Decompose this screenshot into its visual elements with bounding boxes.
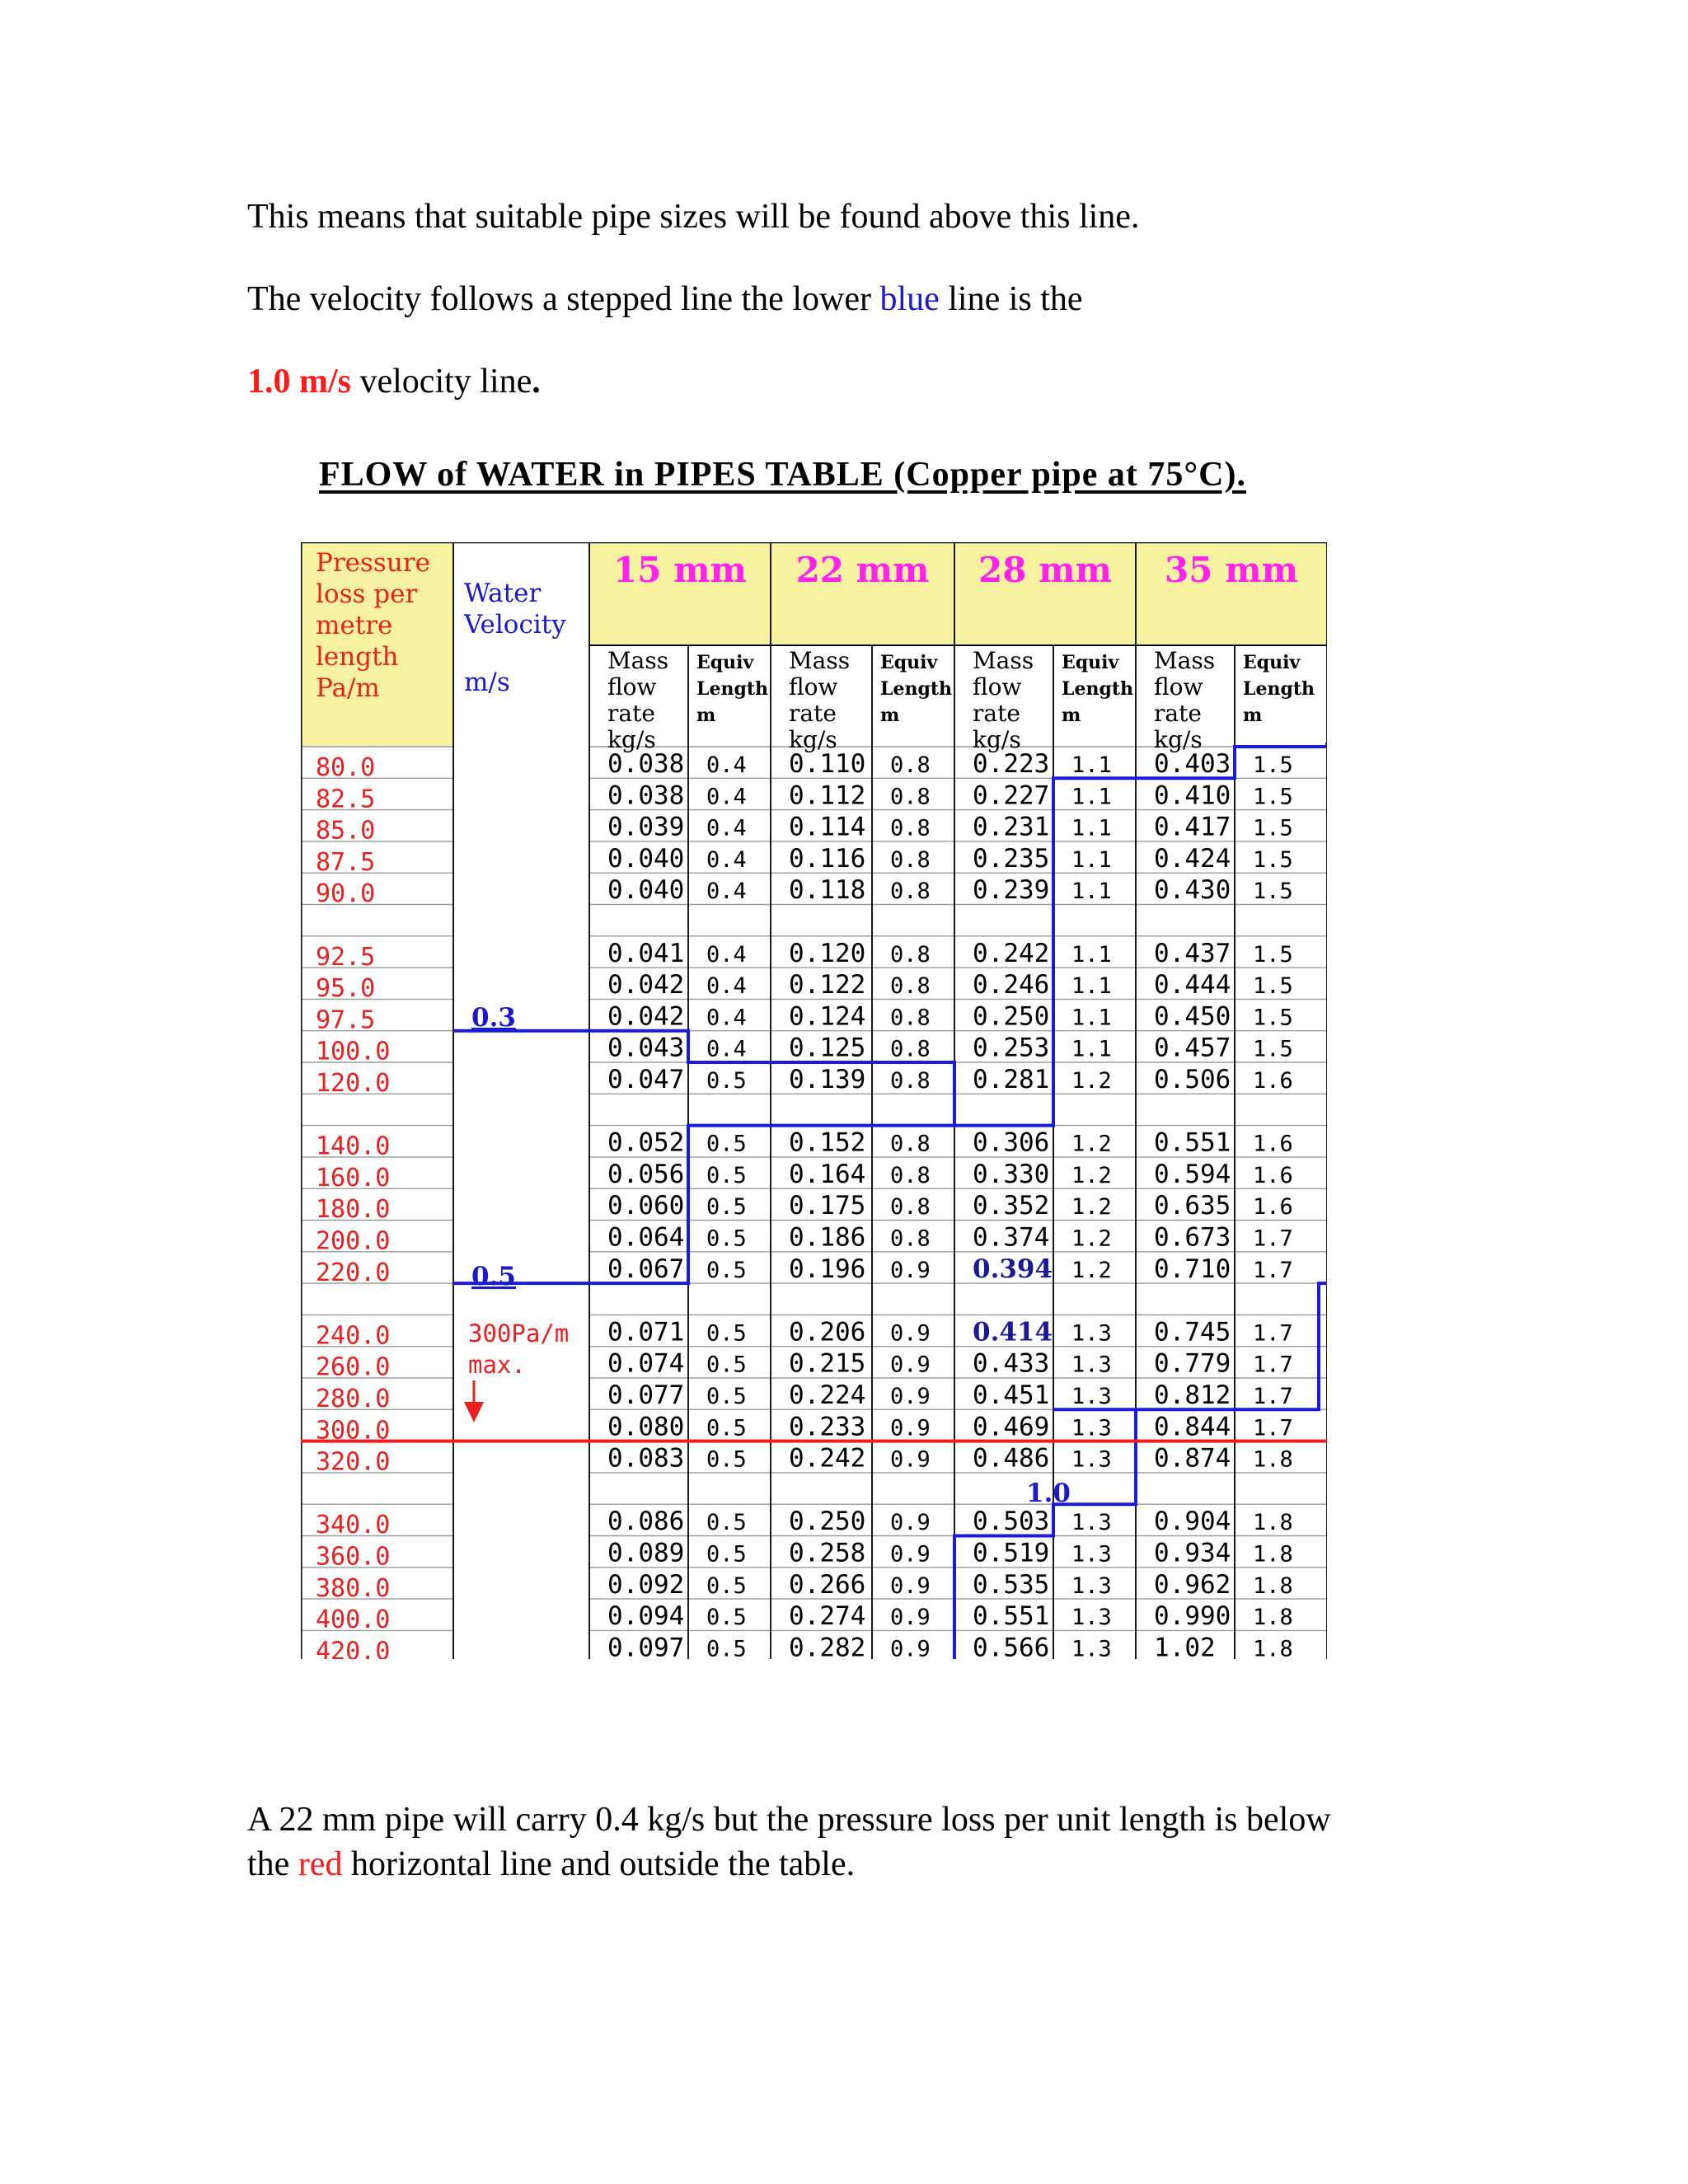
pipe-size-title: 22 mm — [795, 550, 930, 590]
cell-value: 0.242 — [789, 1443, 866, 1474]
cell-value: 0.246 — [973, 970, 1050, 1001]
cell-value: 0.330 — [973, 1159, 1050, 1189]
flow-of-water-table — [301, 542, 1327, 1659]
pressure-value: 95.0 — [316, 974, 376, 1004]
cell-value: 0.281 — [973, 1065, 1050, 1094]
mass-flow-header: flow — [789, 673, 838, 701]
cell-value: 0.4 — [706, 1005, 747, 1031]
cell-value: 0.904 — [1154, 1507, 1231, 1537]
cell-value: 1.1 — [1071, 1036, 1112, 1062]
cell-value: 0.417 — [1154, 812, 1231, 842]
cell-value: 0.673 — [1154, 1222, 1231, 1253]
cell-value: 1.6 — [1253, 1194, 1293, 1221]
velocity-unit: m/s — [464, 668, 510, 697]
velocity-label-1-0: 1.0 — [1026, 1479, 1071, 1508]
mass-flow-header: flow — [607, 673, 657, 701]
cell-value: 1.1 — [1071, 941, 1112, 968]
cell-value: 0.043 — [607, 1033, 685, 1063]
cell-value: 0.041 — [607, 938, 685, 968]
cell-value: 0.152 — [789, 1127, 866, 1158]
cell-value: 1.5 — [1253, 1036, 1293, 1062]
equiv-length-header: m — [696, 705, 716, 726]
mass-flow-header: kg/s — [1154, 726, 1203, 753]
cell-value: 0.551 — [973, 1601, 1050, 1632]
cell-value: 1.2 — [1071, 1068, 1112, 1094]
cell-value: 0.450 — [1154, 1001, 1231, 1032]
pressure-value: 160.0 — [316, 1163, 391, 1193]
cell-value: 0.047 — [607, 1065, 685, 1094]
cell-value: 0.710 — [1154, 1254, 1231, 1284]
cell-value: 0.9 — [890, 1320, 931, 1347]
cell-value: 0.5 — [706, 1384, 747, 1409]
max-arrow-head — [464, 1402, 484, 1422]
velocity-value: 1.0 m/s — [247, 363, 351, 401]
equiv-length-header: m — [1062, 705, 1081, 726]
cell-value: 0.990 — [1154, 1601, 1231, 1632]
equiv-length-header: Length — [696, 678, 769, 700]
cell-value: 0.5 — [706, 1636, 747, 1659]
cell-value: 1.8 — [1253, 1605, 1293, 1631]
cell-value: 0.118 — [789, 875, 866, 906]
cell-value: 0.4 — [706, 879, 747, 905]
cell-value: 1.3 — [1071, 1605, 1112, 1631]
cell-value: 0.8 — [890, 1131, 931, 1157]
cell-value: 0.394 — [973, 1254, 1053, 1284]
cell-value: 0.282 — [789, 1633, 866, 1659]
cell-value: 0.424 — [1154, 843, 1231, 874]
equiv-length-header: m — [880, 705, 900, 726]
cell-value: 0.9 — [890, 1352, 931, 1378]
cell-value: 0.486 — [973, 1443, 1050, 1474]
cell-value: 0.060 — [607, 1191, 685, 1221]
cell-value: 1.7 — [1253, 1415, 1293, 1441]
pressure-value: 140.0 — [316, 1132, 391, 1161]
cell-value: 0.4 — [706, 973, 747, 1000]
cell-value: 0.224 — [789, 1380, 866, 1410]
mass-flow-header: rate — [1154, 700, 1202, 727]
cell-value: 1.3 — [1071, 1541, 1112, 1568]
cell-value: 0.8 — [890, 973, 931, 1000]
cell-value: 0.124 — [789, 1001, 866, 1032]
cell-value: 1.3 — [1071, 1415, 1112, 1441]
equiv-length-header: Length — [880, 678, 953, 700]
mass-flow-header: Mass — [973, 647, 1034, 674]
cell-value: 0.086 — [607, 1507, 685, 1537]
equiv-length-header: Equiv — [696, 652, 754, 673]
cell-value: 0.8 — [890, 815, 931, 841]
cell-value: 0.5 — [706, 1415, 747, 1441]
cell-value: 0.250 — [789, 1507, 866, 1537]
cell-value: 1.5 — [1253, 815, 1293, 841]
cell-value: 0.186 — [789, 1222, 866, 1253]
cell-value: 1.5 — [1253, 941, 1293, 968]
cell-value: 1.1 — [1071, 1005, 1112, 1031]
cell-value: 1.2 — [1071, 1257, 1112, 1283]
cell-value: 0.042 — [607, 970, 685, 1001]
cell-value: 1.7 — [1253, 1257, 1293, 1283]
cell-value: 0.040 — [607, 875, 685, 906]
cell-value: 0.8 — [890, 941, 931, 968]
outro-line-2: the red horizontal line and outside the table. — [247, 1845, 856, 1883]
pressure-value: 320.0 — [316, 1447, 391, 1477]
cell-value: 0.410 — [1154, 780, 1231, 811]
cell-value: 0.258 — [789, 1538, 866, 1568]
equiv-length-header: m — [1243, 705, 1263, 726]
cell-value: 0.250 — [973, 1001, 1050, 1032]
pressure-value: 240.0 — [316, 1321, 391, 1351]
cell-value: 0.5 — [706, 1162, 747, 1188]
pressure-value: 260.0 — [316, 1352, 391, 1382]
cell-value: 0.8 — [890, 1194, 931, 1221]
cell-value: 0.9 — [890, 1605, 931, 1631]
cell-value: 0.122 — [789, 970, 866, 1001]
pressure-value: 97.5 — [316, 1005, 376, 1035]
cell-value: 1.1 — [1071, 784, 1112, 810]
intro-line-1: This means that suitable pipe sizes will be found above this line. — [247, 198, 1140, 236]
cell-value: 0.5 — [706, 1446, 747, 1473]
cell-value: 0.5 — [706, 1131, 747, 1157]
cell-value: 0.114 — [789, 812, 866, 842]
cell-value: 1.3 — [1071, 1384, 1112, 1409]
cell-value: 0.233 — [789, 1412, 866, 1442]
cell-value: 1.7 — [1253, 1352, 1293, 1378]
pressure-value: 360.0 — [316, 1542, 391, 1572]
cell-value: 0.223 — [973, 749, 1050, 779]
pressure-value: 200.0 — [316, 1226, 391, 1256]
mass-flow-header: flow — [973, 673, 1022, 701]
pressure-header-text: loss per — [316, 579, 418, 609]
pressure-header-text: metre — [316, 611, 393, 640]
cell-value: 1.7 — [1253, 1384, 1293, 1409]
cell-value: 1.5 — [1253, 879, 1293, 905]
pressure-value: 380.0 — [316, 1573, 391, 1603]
cell-value: 0.433 — [973, 1348, 1050, 1379]
mass-flow-header: Mass — [789, 647, 851, 674]
intro-line-2: The velocity follows a stepped line the lower blue line is the — [247, 280, 1083, 318]
cell-value: 0.5 — [706, 1320, 747, 1347]
cell-value: 0.4 — [706, 752, 747, 778]
cell-value: 0.253 — [973, 1033, 1050, 1063]
cell-value: 0.457 — [1154, 1033, 1231, 1063]
max-note: max. — [468, 1351, 526, 1379]
cell-value: 0.5 — [706, 1352, 747, 1378]
velocity-line-0-5-left — [453, 1126, 954, 1284]
cell-value: 1.2 — [1071, 1162, 1112, 1188]
cell-value: 0.067 — [607, 1254, 685, 1284]
pressure-header-text: Pa/m — [316, 673, 380, 703]
cell-value: 0.120 — [789, 938, 866, 968]
cell-value: 0.874 — [1154, 1443, 1231, 1474]
equiv-length-header: Length — [1062, 678, 1134, 700]
cell-value: 0.403 — [1154, 749, 1231, 779]
cell-value: 0.8 — [890, 1162, 931, 1188]
mass-flow-header: rate — [607, 700, 655, 727]
cell-value: 0.4 — [706, 846, 747, 873]
cell-value: 0.274 — [789, 1601, 866, 1632]
cell-value: 0.8 — [890, 1068, 931, 1094]
cell-value: 0.566 — [973, 1633, 1050, 1659]
cell-value: 1.1 — [1071, 846, 1112, 873]
mass-flow-header: rate — [973, 700, 1020, 727]
cell-value: 0.812 — [1154, 1380, 1231, 1410]
cell-value: 0.934 — [1154, 1538, 1231, 1568]
cell-value: 1.3 — [1071, 1320, 1112, 1347]
cell-value: 0.519 — [973, 1538, 1050, 1568]
cell-value: 0.374 — [973, 1222, 1050, 1253]
cell-value: 0.5 — [706, 1510, 747, 1536]
cell-value: 0.196 — [789, 1254, 866, 1284]
cell-value: 0.231 — [973, 812, 1050, 842]
mass-flow-header: kg/s — [607, 726, 656, 753]
pressure-value: 90.0 — [316, 879, 376, 909]
mass-flow-header: kg/s — [973, 726, 1021, 753]
pressure-value: 80.0 — [316, 753, 376, 782]
cell-value: 0.077 — [607, 1380, 685, 1410]
equiv-length-header: Length — [1243, 678, 1315, 700]
max-note: 300Pa/m — [468, 1319, 570, 1347]
pressure-value: 180.0 — [316, 1195, 391, 1225]
cell-value: 0.9 — [890, 1636, 931, 1659]
pressure-value: 92.5 — [316, 942, 376, 972]
cell-value: 0.9 — [890, 1541, 931, 1568]
cell-value: 0.097 — [607, 1633, 685, 1659]
cell-value: 0.083 — [607, 1443, 685, 1474]
cell-value: 0.8 — [890, 1226, 931, 1252]
cell-value: 1.6 — [1253, 1162, 1293, 1188]
cell-value: 0.5 — [706, 1194, 747, 1221]
cell-value: 0.215 — [789, 1348, 866, 1379]
cell-value: 0.5 — [706, 1572, 747, 1599]
cell-value: 1.2 — [1071, 1226, 1112, 1252]
cell-value: 0.239 — [973, 875, 1050, 906]
cell-value: 0.451 — [973, 1380, 1050, 1410]
pressure-value: 100.0 — [316, 1037, 391, 1066]
cell-value: 0.503 — [973, 1507, 1050, 1537]
pressure-value: 85.0 — [316, 816, 376, 846]
cell-value: 0.414 — [973, 1317, 1053, 1347]
velocity-header-text: Velocity — [464, 610, 566, 640]
cell-value: 0.9 — [890, 1257, 931, 1283]
cell-value: 1.3 — [1071, 1352, 1112, 1378]
equiv-length-header: Equiv — [1062, 652, 1119, 673]
cell-value: 1.02 — [1154, 1633, 1216, 1659]
cell-value: 0.110 — [789, 749, 866, 779]
cell-value: 0.8 — [890, 1036, 931, 1062]
cell-value: 0.092 — [607, 1569, 685, 1600]
cell-value: 0.139 — [789, 1065, 866, 1094]
cell-value: 0.8 — [890, 846, 931, 873]
cell-value: 0.444 — [1154, 970, 1231, 1001]
cell-value: 1.8 — [1253, 1636, 1293, 1659]
pipe-size-title: 15 mm — [613, 550, 747, 590]
cell-value: 0.352 — [973, 1191, 1050, 1221]
cell-value: 1.2 — [1071, 1194, 1112, 1221]
cell-value: 0.089 — [607, 1538, 685, 1568]
velocity-label-0-5: 0.5 — [471, 1262, 516, 1291]
cell-value: 0.094 — [607, 1601, 685, 1632]
cell-value: 0.242 — [973, 938, 1050, 968]
cell-value: 0.745 — [1154, 1317, 1231, 1347]
pipe-size-title: 28 mm — [978, 550, 1112, 590]
cell-value: 0.9 — [890, 1510, 931, 1536]
pressure-value: 300.0 — [316, 1416, 391, 1446]
cell-value: 0.430 — [1154, 875, 1231, 906]
cell-value: 0.112 — [789, 780, 866, 811]
equiv-length-header: Equiv — [880, 652, 938, 673]
mass-flow-header: rate — [789, 700, 837, 727]
cell-value: 0.5 — [706, 1257, 747, 1283]
intro-line-3: 1.0 m/s velocity line. — [247, 363, 541, 401]
cell-value: 1.1 — [1071, 752, 1112, 778]
cell-value: 0.9 — [890, 1446, 931, 1473]
pressure-header-text: Pressure — [316, 548, 430, 578]
cell-value: 1.8 — [1253, 1510, 1293, 1536]
pressure-value: 82.5 — [316, 785, 376, 814]
cell-value: 0.235 — [973, 843, 1050, 874]
cell-value: 0.5 — [706, 1226, 747, 1252]
pressure-value: 87.5 — [316, 847, 376, 877]
mass-flow-header: flow — [1154, 673, 1203, 701]
cell-value: 1.2 — [1071, 1131, 1112, 1157]
cell-value: 0.164 — [789, 1159, 866, 1189]
mass-flow-header: Mass — [607, 647, 669, 674]
table-title: FLOW of WATER in PIPES TABLE (Copper pipe at 75°C). — [319, 456, 1246, 494]
cell-value: 0.535 — [973, 1569, 1050, 1600]
outro-line-1: A 22 mm pipe will carry 0.4 kg/s but the pressure loss per unit length is below — [247, 1801, 1331, 1839]
cell-value: 0.038 — [607, 749, 685, 779]
cell-value: 0.469 — [973, 1412, 1050, 1442]
cell-value: 1.5 — [1253, 1005, 1293, 1031]
cell-value: 1.3 — [1071, 1572, 1112, 1599]
cell-value: 1.5 — [1253, 784, 1293, 810]
mass-flow-header: Mass — [1154, 647, 1216, 674]
cell-value: 0.4 — [706, 815, 747, 841]
cell-value: 0.4 — [706, 784, 747, 810]
cell-value: 0.779 — [1154, 1348, 1231, 1379]
cell-value: 1.6 — [1253, 1131, 1293, 1157]
cell-value: 0.844 — [1154, 1412, 1231, 1442]
cell-value: 1.6 — [1253, 1068, 1293, 1094]
cell-value: 1.8 — [1253, 1541, 1293, 1568]
cell-value: 0.175 — [789, 1191, 866, 1221]
cell-value: 0.052 — [607, 1127, 685, 1158]
cell-value: 0.125 — [789, 1033, 866, 1063]
cell-value: 0.5 — [706, 1605, 747, 1631]
cell-value: 0.064 — [607, 1222, 685, 1253]
cell-value: 0.227 — [973, 780, 1050, 811]
cell-value: 0.506 — [1154, 1065, 1231, 1094]
cell-value: 1.5 — [1253, 973, 1293, 1000]
cell-value: 0.116 — [789, 843, 866, 874]
cell-value: 0.4 — [706, 1036, 747, 1062]
cell-value: 1.3 — [1071, 1446, 1112, 1473]
cell-value: 0.056 — [607, 1159, 685, 1189]
cell-value: 0.071 — [607, 1317, 685, 1347]
cell-value: 0.9 — [890, 1415, 931, 1441]
cell-value: 0.206 — [789, 1317, 866, 1347]
cell-value: 0.8 — [890, 879, 931, 905]
cell-value: 0.4 — [706, 941, 747, 968]
cell-value: 0.9 — [890, 1384, 931, 1409]
pressure-value: 420.0 — [316, 1637, 391, 1659]
velocity-header-text: Water — [464, 579, 542, 608]
cell-value: 1.3 — [1071, 1636, 1112, 1659]
cell-value: 0.594 — [1154, 1159, 1231, 1189]
cell-value: 1.1 — [1071, 973, 1112, 1000]
pipe-size-title: 35 mm — [1165, 550, 1298, 590]
cell-value: 1.1 — [1071, 815, 1112, 841]
cell-value: 0.8 — [890, 752, 931, 778]
cell-value: 0.306 — [973, 1127, 1050, 1158]
cell-value: 0.038 — [607, 780, 685, 811]
cell-value: 0.266 — [789, 1569, 866, 1600]
red-word: red — [298, 1845, 343, 1883]
cell-value: 0.437 — [1154, 938, 1231, 968]
cell-value: 1.8 — [1253, 1446, 1293, 1473]
cell-value: 0.039 — [607, 812, 685, 842]
cell-value: 0.074 — [607, 1348, 685, 1379]
cell-value: 1.7 — [1253, 1320, 1293, 1347]
cell-value: 0.635 — [1154, 1191, 1231, 1221]
cell-value: 0.080 — [607, 1412, 685, 1442]
cell-value: 0.551 — [1154, 1127, 1231, 1158]
cell-value: 0.8 — [890, 784, 931, 810]
velocity-label-0-3: 0.3 — [471, 1003, 516, 1033]
cell-value: 1.3 — [1071, 1510, 1112, 1536]
cell-value: 0.9 — [890, 1572, 931, 1599]
cell-value: 1.8 — [1253, 1572, 1293, 1599]
cell-value: 1.7 — [1253, 1226, 1293, 1252]
cell-value: 0.962 — [1154, 1569, 1231, 1600]
cell-value: 0.042 — [607, 1001, 685, 1032]
cell-value: 0.5 — [706, 1541, 747, 1568]
cell-value: 1.5 — [1253, 846, 1293, 873]
cell-value: 1.5 — [1253, 752, 1293, 778]
cell-value: 0.040 — [607, 843, 685, 874]
pressure-header-text: length — [316, 642, 399, 672]
blue-word: blue — [879, 280, 940, 318]
pressure-value: 400.0 — [316, 1605, 391, 1635]
cell-value: 1.1 — [1071, 879, 1112, 905]
cell-value: 0.5 — [706, 1068, 747, 1094]
pressure-value: 280.0 — [316, 1385, 391, 1413]
pressure-value: 340.0 — [316, 1511, 391, 1540]
pressure-value: 220.0 — [316, 1258, 391, 1287]
pressure-value: 120.0 — [316, 1069, 391, 1098]
cell-value: 0.8 — [890, 1005, 931, 1031]
equiv-length-header: Equiv — [1243, 652, 1301, 673]
mass-flow-header: kg/s — [789, 726, 837, 753]
